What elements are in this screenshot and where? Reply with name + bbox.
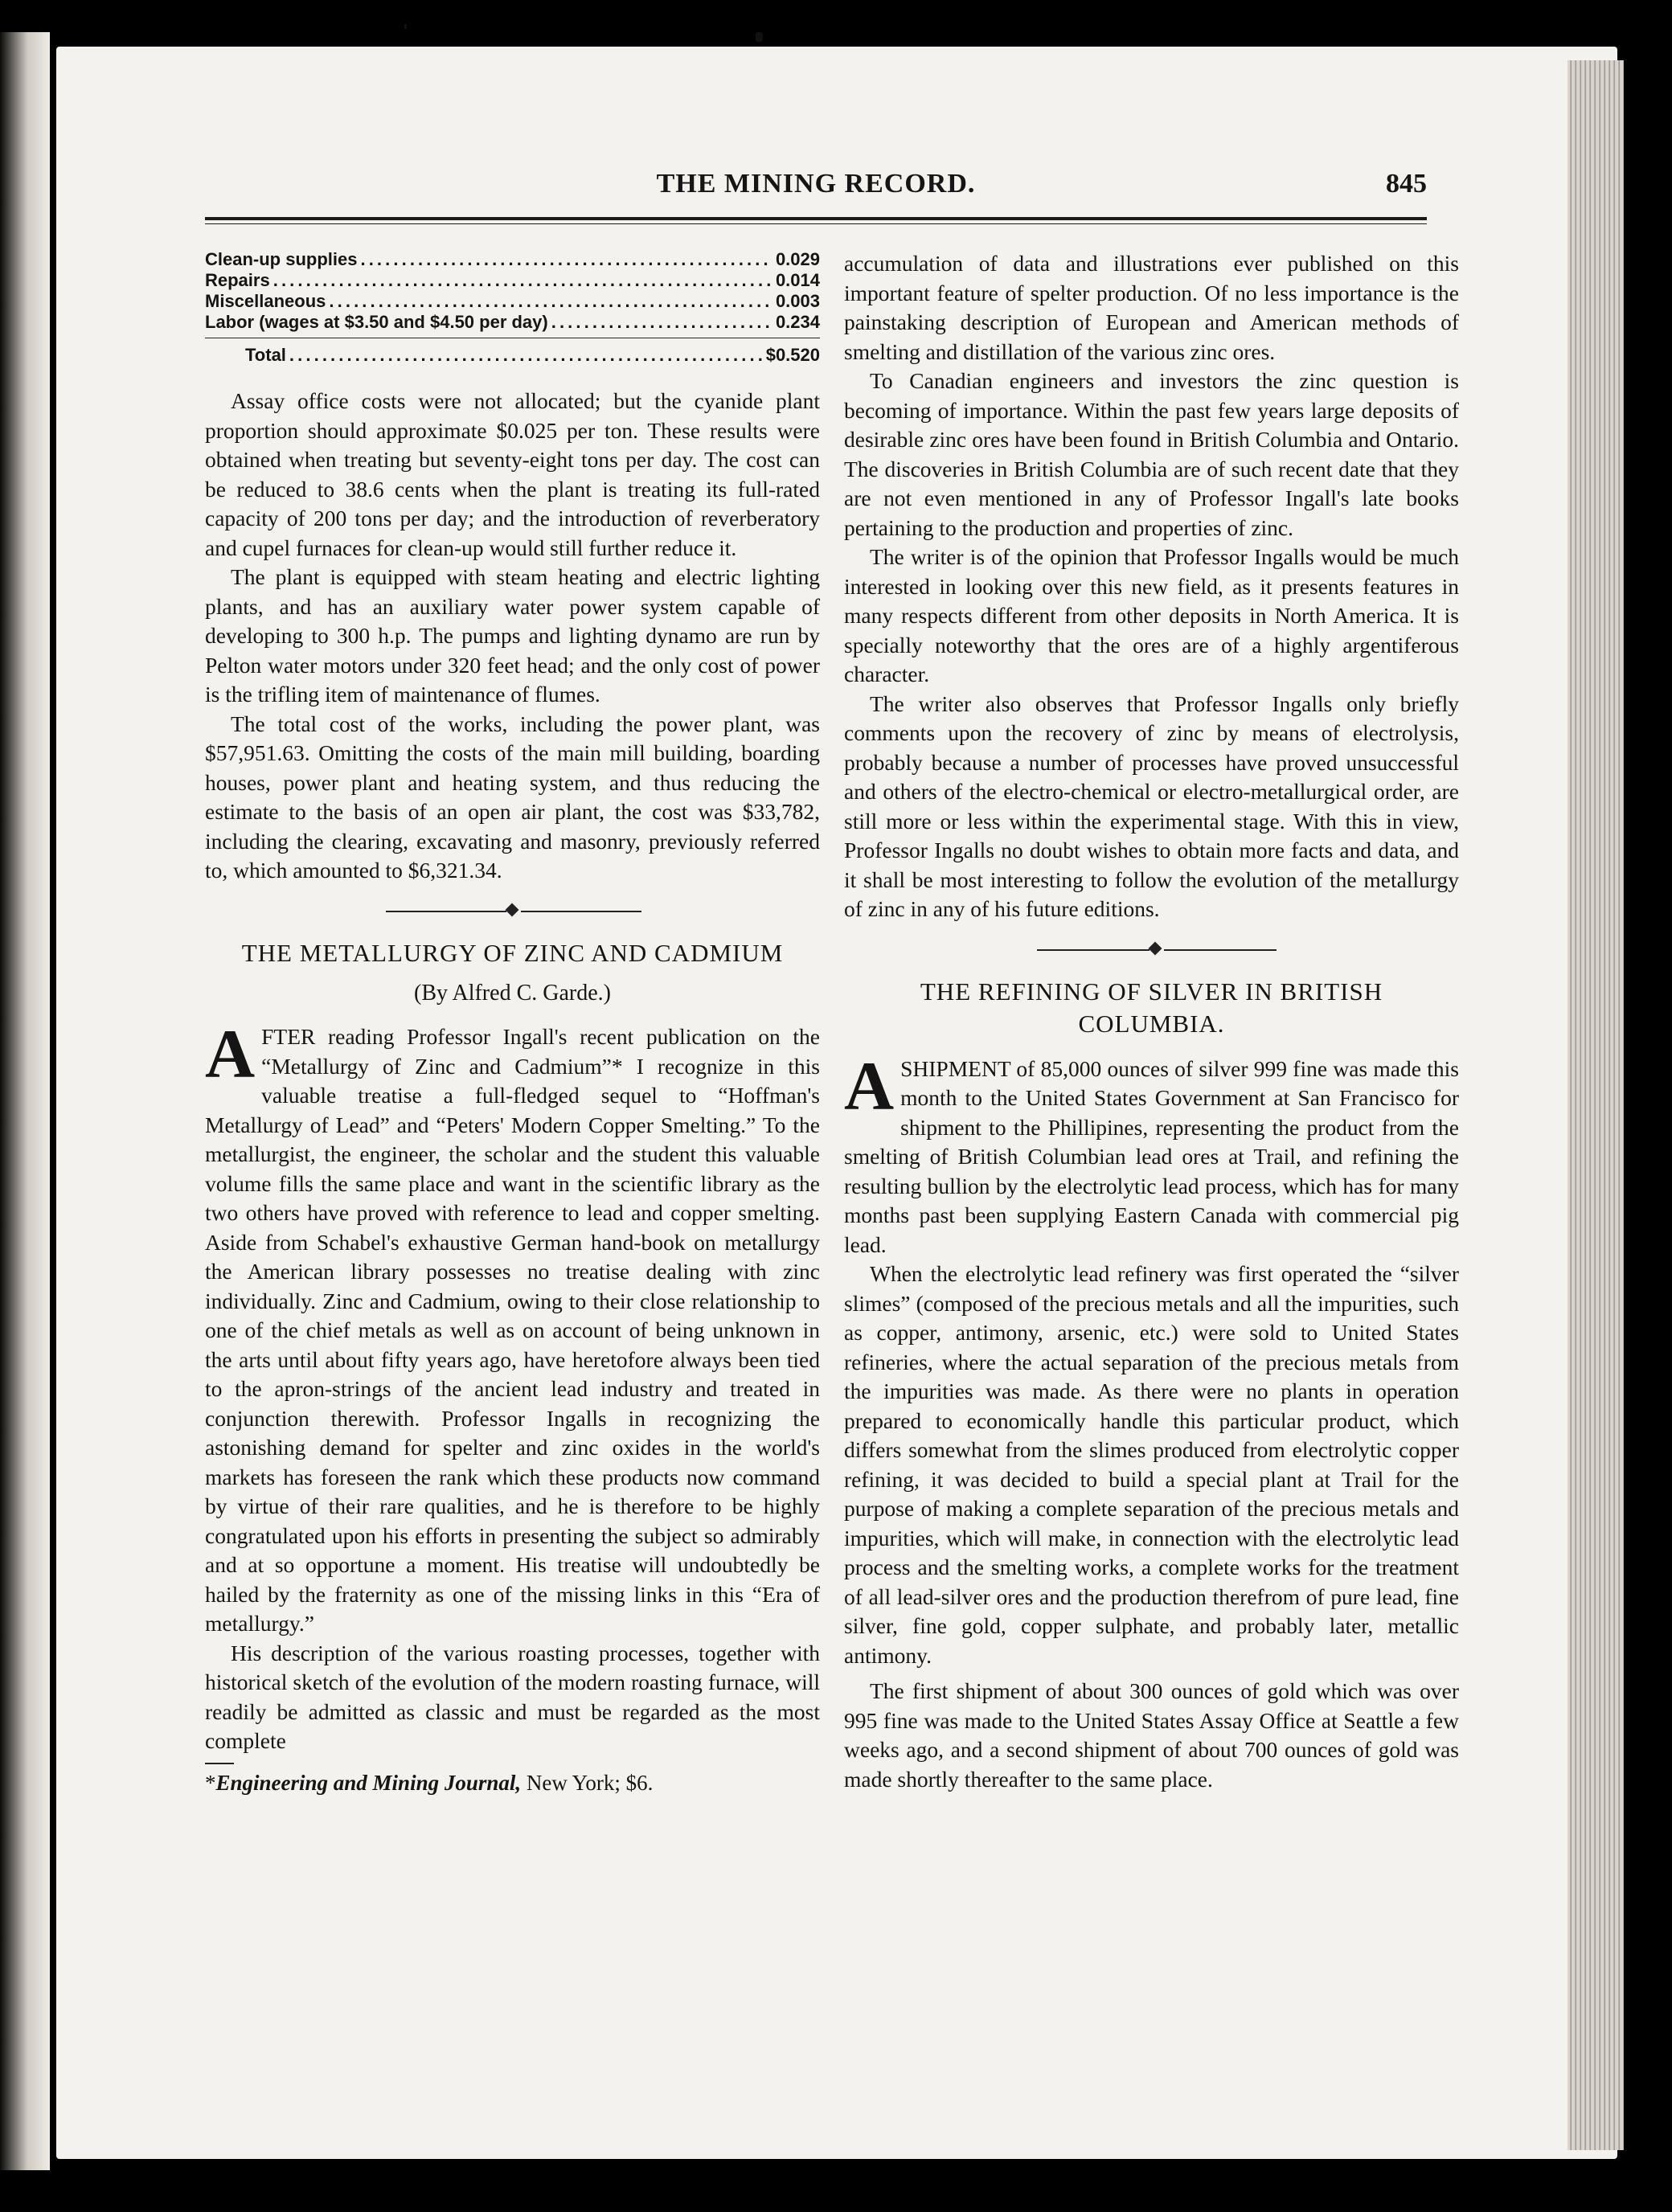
paragraph: The writer is of the opinion that Professor Ingalls would be much interested in looking over this new field, as it presents features in many respects different from other deposits in North America. It is specially noteworthy that the ores are of a highly argentiferous character. bbox=[844, 544, 1459, 686]
footnote-rule bbox=[205, 1763, 234, 1764]
paragraph: Assay office costs were not allocated; but the cyanide plant proportion should approximate $0.025 per ton. These results were obtained when treating but seventy-eight tons per day. The cost can be reduced to 38.6 cents when the plant is treating its full-rated capacity of 200 tons per day; and the introduction of reverberatory and cupel furnaces for clean-up would still further reduce it. bbox=[205, 388, 820, 560]
footnote-text: New York; $6. bbox=[521, 1770, 654, 1795]
cost-row bbox=[205, 249, 820, 270]
footnote-marker: * bbox=[205, 1770, 216, 1795]
cost-table bbox=[205, 249, 820, 366]
separator-line bbox=[521, 911, 641, 912]
leader-dots bbox=[551, 312, 772, 333]
cost-value: 0.029 bbox=[775, 249, 820, 269]
separator-line bbox=[386, 911, 506, 912]
cost-value: 0.234 bbox=[775, 312, 820, 332]
paragraph bbox=[844, 1047, 1459, 1260]
article-title-silver: THE REFINING OF SILVER IN BRITISH COLUMBIA. bbox=[920, 977, 1383, 1038]
separator-ornament bbox=[1149, 941, 1162, 955]
drop-cap: A bbox=[205, 1015, 256, 1092]
cost-label: Miscellaneous bbox=[205, 291, 326, 311]
cost-row bbox=[205, 291, 820, 312]
paragraph: His description of the various roasting processes, together with historical sketch of the evolution of the modern roasting furnace, will readily be admitted as classic and must be regarded as the most complete bbox=[205, 1640, 820, 1753]
running-title: THE MINING RECORD. bbox=[656, 169, 976, 199]
scan-speck bbox=[756, 32, 763, 42]
cost-row bbox=[205, 270, 820, 291]
leader-dots bbox=[360, 249, 772, 270]
section-separator bbox=[844, 934, 1459, 966]
total-value: $0.520 bbox=[765, 345, 820, 365]
scan-speck bbox=[404, 24, 407, 29]
cost-total-row bbox=[205, 345, 820, 366]
paragraph bbox=[205, 1015, 820, 1639]
header-rule bbox=[205, 217, 1427, 220]
leader-dots bbox=[289, 345, 763, 366]
cost-row bbox=[205, 312, 820, 333]
paragraph: The writer also observes that Professor Ingalls only briefly comments upon the recovery of zinc by means of electrolysis, probably because a number of processes have proved unsuccessful and others of the electro-chemical or electro-metallurgical order, are still more or less within the experimental stage. With this in view, Professor Ingalls no doubt wishes to obtain more facts and data, and it shall be most interesting to follow the evolution of the metallurgy of zinc in any of his future editions. bbox=[844, 690, 1459, 921]
total-label: Total bbox=[245, 345, 286, 365]
byline: (By Alfred C. Garde.) bbox=[414, 980, 611, 1006]
cost-label: Repairs bbox=[205, 270, 270, 290]
cost-label: Labor (wages at $3.50 and $4.50 per day) bbox=[205, 312, 548, 332]
page-header bbox=[205, 169, 1427, 209]
separator-ornament bbox=[506, 903, 519, 916]
separator-line bbox=[1037, 949, 1150, 951]
paragraph-text: SHIPMENT of 85,000 ounces of silver 999 fine was made this month to the United States Government at San Francisco for shipment to the Phillipines, representing the product from the smelting of British Columbian lead ores at Trail, and refining the resulting bullion by the electrolytic lead process, which has for many months past been supplying Eastern Canada with commercial pig lead. bbox=[844, 1055, 1459, 1257]
page-stack-edge bbox=[1568, 60, 1624, 2150]
left-column bbox=[205, 249, 820, 1796]
section-separator bbox=[205, 895, 820, 928]
cost-value: 0.014 bbox=[775, 270, 820, 290]
facing-page-edge bbox=[0, 32, 50, 2170]
paragraph-continued: accumulation of data and illustrations ever published on this important feature of spelter production. Of no less importance is the painstaking description of European and American methods of smelting and distillation of the various zinc ores. bbox=[844, 251, 1459, 364]
page-number: 845 bbox=[1386, 169, 1427, 199]
cost-label: Clean-up supplies bbox=[205, 249, 358, 269]
paragraph: The plant is equipped with steam heating and electric lighting plants, and has an auxiliary water power system capable of developing to 300 h.p. The pumps and lighting dynamo are run by Pelton water motors under 320 feet head; and the only cost of power is the trifling item of maintenance of flumes. bbox=[205, 564, 820, 707]
leader-dots bbox=[273, 270, 772, 291]
paragraph-text: FTER reading Professor Ingall's recent publication on the “Metallurgy of Zinc and Cadmium”* I recognize in this valuable treatise a full-fledged sequel to “Hoffman's Metallurgy of Lead” and “Peters' Modern Copper Smelting.” To the metallurgist, the engineer, the scholar and the student this valuable volume fills the same place and want in the scientific library as the two others have proved with reference to lead and copper smelting. Aside from Schabel's exhaustive German hand-book on metallurgy the American library possesses no treatise dealing with zinc individually. Zinc and Cadmium, owing to their close relationship to one of the chief metals as well as on account of being unknown in the arts until about fifty years ago, have heretofore always been tied to the apron-strings of the ancient lead industry and treated in conjunction therewith. Professor Ingalls in recognizing the astonishing demand for spelter and zinc oxides in the world's markets has foreseen the rank which these products now command by virtue of their rare qualities, and he is therefore to be highly congratulated upon his efforts in presenting the subject so admirably and at so opportune a moment. His treatise will undoubtedly be hailed by the fraternity as one of the missing links in this “Era of metallurgy.” bbox=[205, 1024, 820, 1636]
footnote bbox=[205, 1769, 820, 1796]
cost-value: 0.003 bbox=[775, 291, 820, 311]
paragraph: The total cost of the works, including the power plant, was $57,951.63. Omitting the costs of the main mill building, boarding houses, power plant and heating system, and thus reducing the estimate to the basis of an open air plant, the cost was $33,782, including the clearing, excavating and masonry, previously referred to, which amounted to $6,321.34. bbox=[205, 711, 820, 883]
right-column bbox=[844, 249, 1459, 1794]
drop-cap: A bbox=[844, 1047, 895, 1124]
paragraph: The first shipment of about 300 ounces of gold which was over 995 fine was made to the United States Assay Office at Seattle a few weeks ago, and a second shipment of about 700 ounces of gold was made shortly thereafter to the same place. bbox=[844, 1678, 1459, 1792]
leader-dots bbox=[329, 291, 772, 312]
article-title-zinc: THE METALLURGY OF ZINC AND CADMIUM bbox=[241, 938, 784, 967]
footnote-journal: Engineering and Mining Journal, bbox=[215, 1770, 522, 1795]
header-rule-thin bbox=[205, 223, 1427, 224]
paragraph: To Canadian engineers and investors the zinc question is becoming of importance. Within the past few years large deposits of desirable zinc ores have been found in British Columbia and Ontario. The discoveries in British Columbia are of such recent date that they are not even mentioned in any of Professor Ingall's late books pertaining to the production and properties of zinc. bbox=[844, 368, 1459, 540]
separator-line bbox=[1164, 949, 1277, 951]
paragraph: When the electrolytic lead refinery was first operated the “silver slimes” (composed of the precious metals and all the impurities, such as copper, antimony, arsenic, etc.) were sold to United States refineries, where the actual separation of the precious metals from the impurities was made. As there were no plants in operation prepared to economically handle this particular product, which differs somewhat from the slimes produced from electrolytic copper refining, it was decided to build a special plant at Trail for the purpose of making a complete separation of the precious metals and impurities, which will make, in connection with the electrolytic lead process and the smelting works, a complete works for the treatment of all lead-silver ores and the production therefrom of pure lead, fine silver, fine gold, copper sulphate, and probably later, metallic antimony. bbox=[844, 1261, 1459, 1668]
